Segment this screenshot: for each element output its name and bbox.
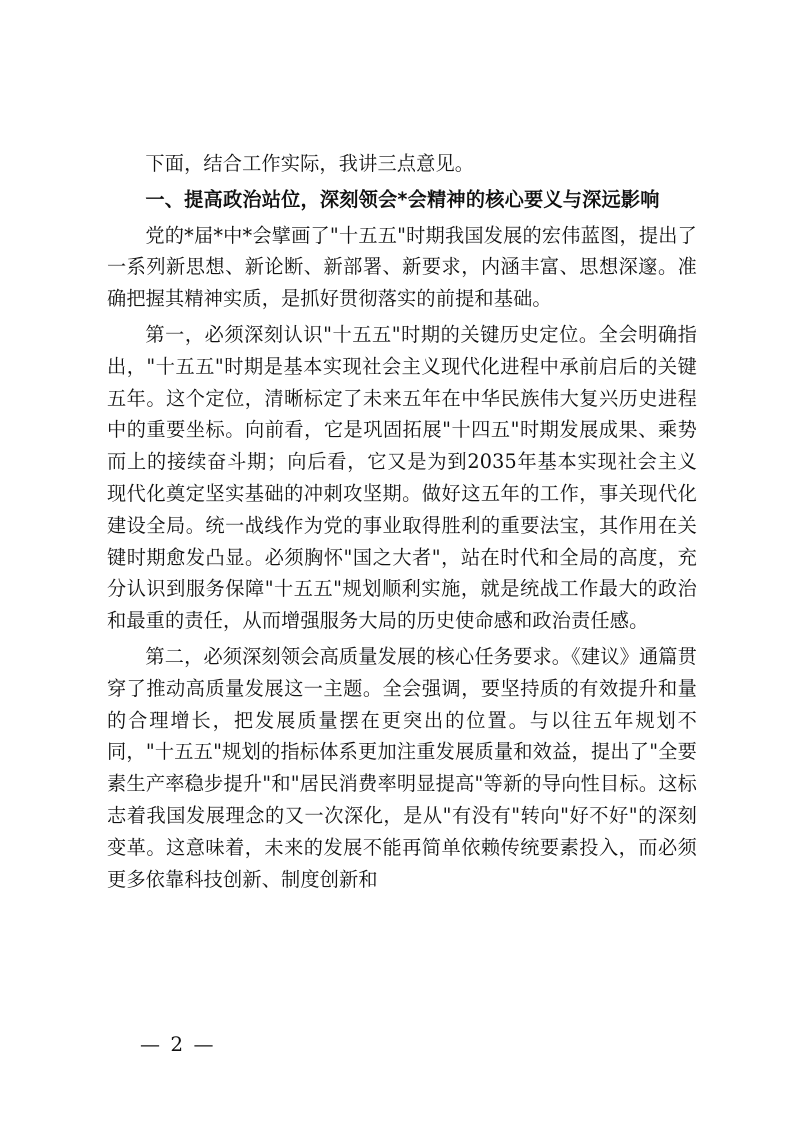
body-paragraph: 党的*届*中*会擘画了"十五五"时期我国发展的宏伟蓝图，提出了一系列新思想、新论断、新部署、新要求，内涵丰富、思想深邃。准确把握其精神实质，是抓好贯彻落实的前提和基础。 xyxy=(107,223,697,311)
section-heading: 一、提高政治站位，深刻领会*会精神的核心要义与深远影响 xyxy=(145,187,660,211)
document-body xyxy=(107,148,697,895)
body-paragraph: 第一，必须深刻认识"十五五"时期的关键历史定位。全会明确指出，"十五五"时期是基本实现社会主义现代化进程中承前启后的关键五年。这个定位，清晰标定了未来五年在中华民族伟大复兴历史进程中的重要坐标。向前看，它是巩固拓展"十四五"时期发展成果、乘势而上的接续奋斗期；向后看，它又是为到2035年基本实现社会主义现代化奠定坚实基础的冲刺攻坚期。做好这五年的工作，事关现代化建设全局。统一战线作为党的事业取得胜利的重要法宝，其作用在关键时期愈发凸显。必须胸怀"国之大者"，站在时代和全局的高度，充分认识到服务保障"十五五"规划顺利实施，就是统战工作最大的政治和最重的责任，从而增强服务大局的历史使命感和政治责任感。 xyxy=(107,322,697,633)
intro-paragraph: 下面，结合工作实际，我讲三点意见。 xyxy=(145,152,475,175)
page-number: — 2 — xyxy=(140,1032,216,1056)
body-paragraph: 第二，必须深刻领会高质量发展的核心任务要求。《建议》通篇贯穿了推动高质量发展这一主题。全会强调，要坚持质的有效提升和量的合理增长，把发展质量摆在更突出的位置。与以往五年规划不同，"十五五"规划的指标体系更加注重发展质量和效益，提出了"全要素生产率稳步提升"和"居民消费率明显提高"等新的导向性目标。这标志着我国发展理念的又一次深化，是从"有没有"转向"好不好"的深刻变革。这意味着，未来的发展不能再简单依赖传统要素投入，而必须更多依靠科技创新、制度创新和 xyxy=(107,644,697,891)
